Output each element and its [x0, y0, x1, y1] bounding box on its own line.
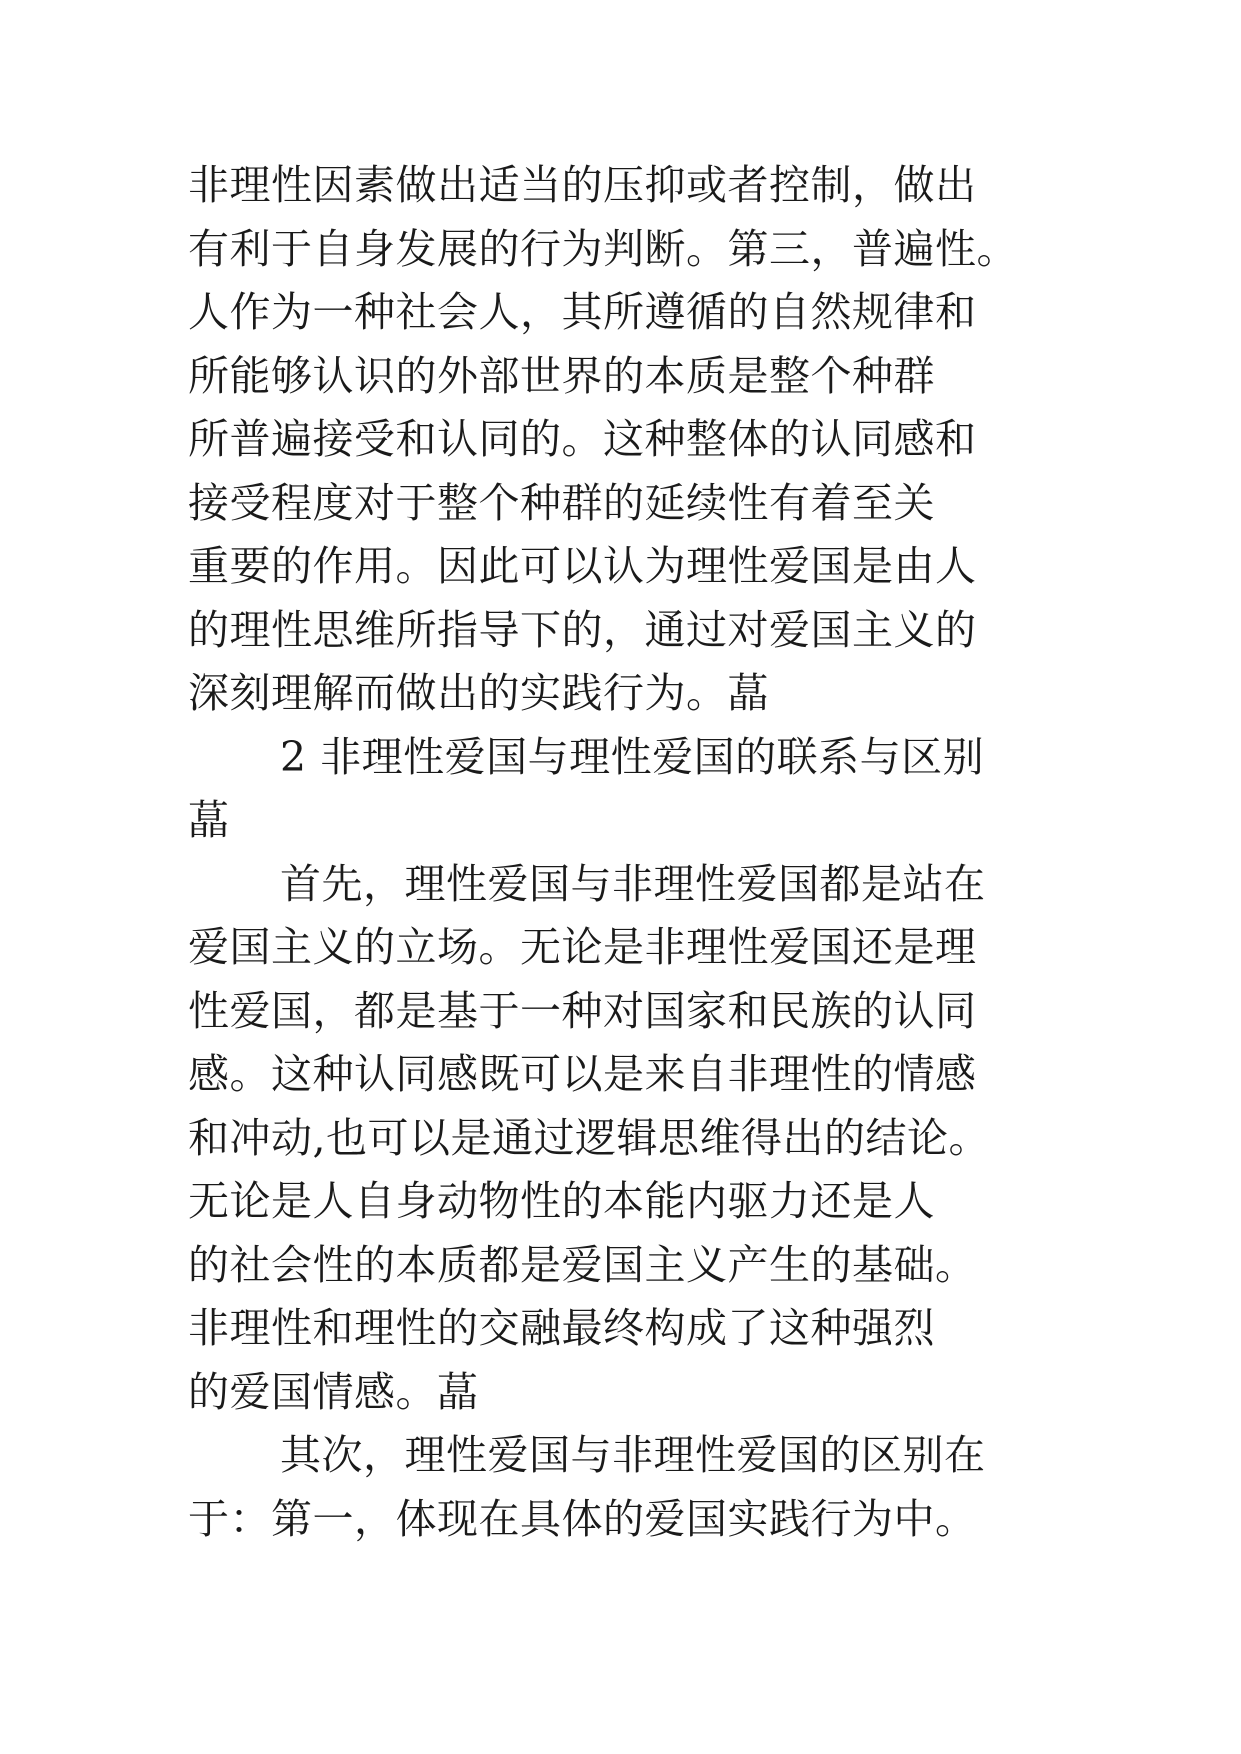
text-line: 人作为一种社会人，其所遵循的自然规律和 — [188, 288, 977, 336]
body-text — [188, 154, 1088, 1551]
text-line: 深刻理解而做出的实践行为。蕌 — [188, 669, 769, 717]
text-line: 非理性因素做出适当的压抑或者控制，做出 — [188, 161, 977, 209]
text-line: 无论是人自身动物性的本能内驱力还是人 — [188, 1177, 935, 1225]
text-line: 性爱国，都是基于一种对国家和民族的认同 — [188, 986, 977, 1035]
text-line: 重要的作用。因此可以认为理性爱国是由人 — [188, 542, 977, 590]
text-line: 非理性和理性的交融最终构成了这种强烈 — [188, 1304, 935, 1352]
text-line: 和冲动,也可以是通过逻辑思维得出的结论。 — [188, 1113, 991, 1162]
text-line: 有利于自身发展的行为判断。第三，普遍性。 — [188, 224, 1018, 273]
text-line: 接受程度对于整个种群的延续性有着至关 — [188, 478, 935, 527]
paragraph-start: 首先，理性爱国与非理性爱国都是站在 — [280, 859, 986, 908]
text-line: 感。这种认同感既可以是来自非理性的情感 — [188, 1050, 977, 1098]
section-heading: 2 非理性爱国与理性爱国的联系与区别 — [280, 732, 985, 781]
text-line: 蕌 — [188, 796, 230, 844]
paragraph-start: 其次，理性爱国与非理性爱国的区别在 — [280, 1431, 986, 1479]
text-line: 于：第一，体现在具体的爱国实践行为中。 — [188, 1494, 977, 1543]
text-line: 的爱国情感。蕌 — [188, 1367, 479, 1416]
text-line: 所能够认识的外部世界的本质是整个种群 — [188, 351, 935, 400]
text-line: 所普遍接受和认同的。这种整体的认同感和 — [188, 415, 977, 463]
text-line: 的社会性的本质都是爱国主义产生的基础。 — [188, 1240, 977, 1289]
text-line: 爱国主义的立场。无论是非理性爱国还是理 — [188, 923, 977, 971]
text-line: 的理性思维所指导下的，通过对爱国主义的 — [188, 605, 977, 654]
